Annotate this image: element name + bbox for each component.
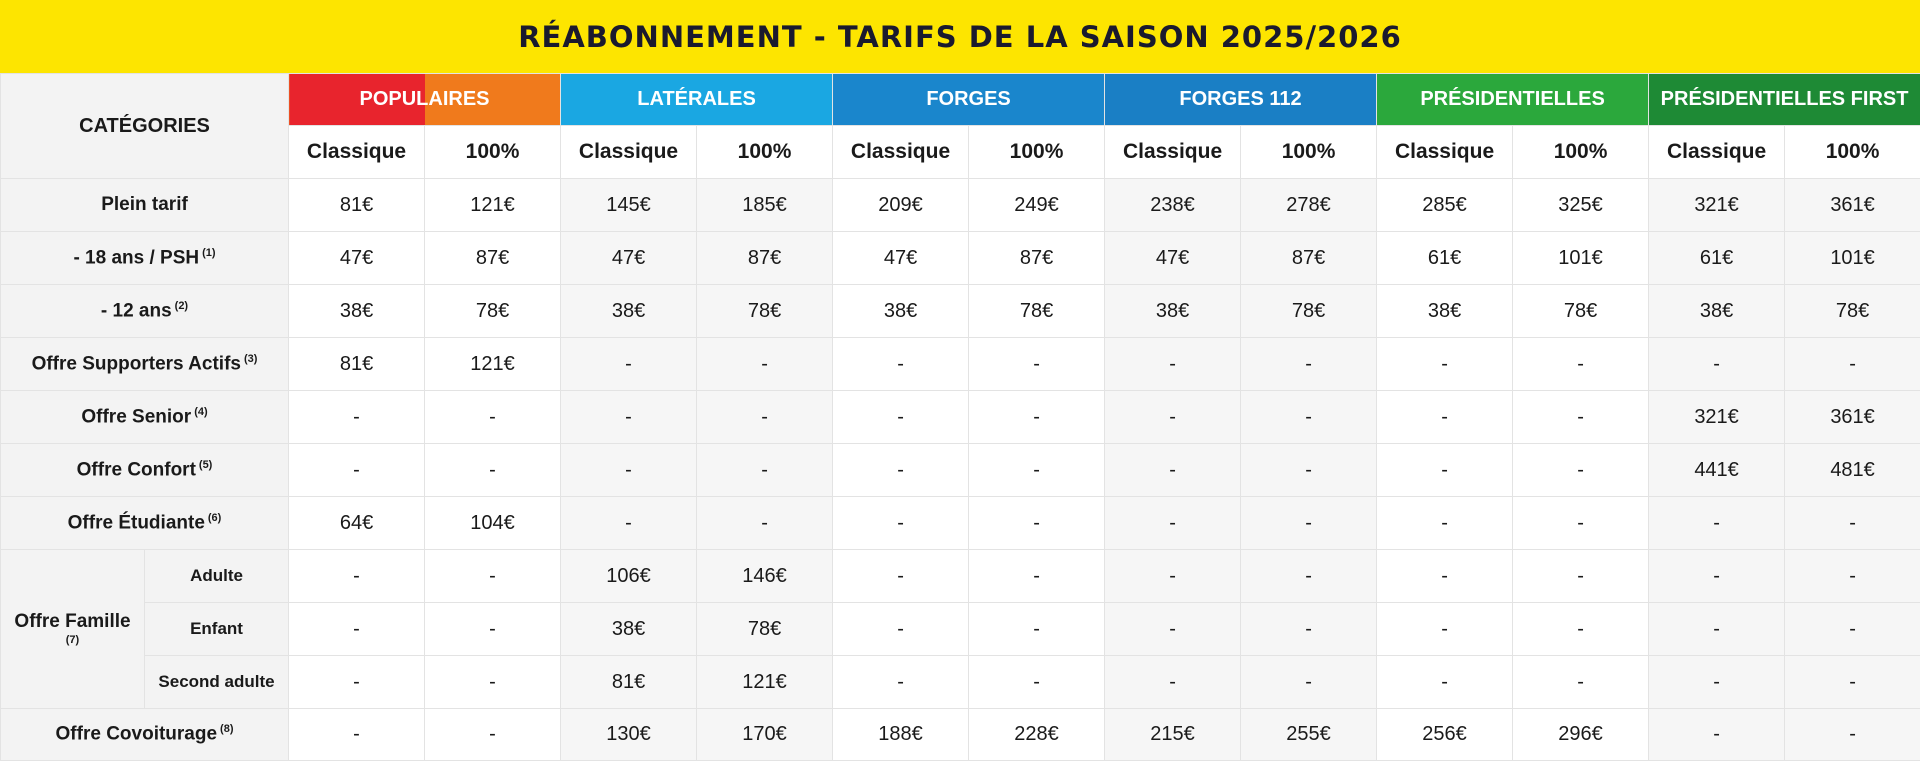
price-cell: - bbox=[561, 497, 697, 550]
table-row bbox=[1, 709, 1920, 761]
price-cell: 255€ bbox=[1241, 709, 1377, 761]
price-cell: 78€ bbox=[697, 285, 833, 338]
zone-name: PRÉSIDENTIELLES FIRST bbox=[1660, 88, 1909, 110]
price-cell: - bbox=[425, 603, 561, 656]
price-cell: 296€ bbox=[1513, 709, 1649, 761]
price-cell: - bbox=[1377, 603, 1513, 656]
price-cell: 87€ bbox=[1241, 232, 1377, 285]
zone-header bbox=[1105, 74, 1377, 126]
price-cell: - bbox=[833, 497, 969, 550]
mode-header: 100% bbox=[1241, 126, 1377, 179]
row-label bbox=[1, 709, 289, 761]
price-cell: 78€ bbox=[697, 603, 833, 656]
price-cell: 78€ bbox=[1785, 285, 1920, 338]
row-label bbox=[1, 232, 289, 285]
mode-header: Classique bbox=[1649, 126, 1785, 179]
price-cell: 146€ bbox=[697, 550, 833, 603]
row-label bbox=[1, 391, 289, 444]
price-cell: 47€ bbox=[289, 232, 425, 285]
price-cell: - bbox=[1105, 497, 1241, 550]
price-cell: - bbox=[1785, 497, 1920, 550]
price-cell: - bbox=[289, 444, 425, 497]
row-label bbox=[1, 444, 289, 497]
zone-header-row bbox=[1, 74, 1920, 126]
row-label-text: - 12 ans bbox=[100, 300, 172, 322]
pricing-table bbox=[0, 73, 1920, 761]
price-cell: 278€ bbox=[1241, 179, 1377, 232]
price-cell: - bbox=[1105, 444, 1241, 497]
table-row bbox=[1, 550, 1920, 603]
price-cell: - bbox=[1377, 391, 1513, 444]
price-cell: - bbox=[833, 656, 969, 709]
price-cell: - bbox=[1513, 656, 1649, 709]
price-cell: - bbox=[425, 656, 561, 709]
price-cell: 87€ bbox=[425, 232, 561, 285]
price-cell: - bbox=[1105, 603, 1241, 656]
price-cell: 238€ bbox=[1105, 179, 1241, 232]
zone-name: FORGES 112 bbox=[1179, 88, 1302, 110]
table-row bbox=[1, 497, 1920, 550]
price-cell: - bbox=[969, 444, 1105, 497]
zone-header bbox=[1377, 74, 1649, 126]
zone-header bbox=[561, 74, 833, 126]
price-cell: - bbox=[833, 391, 969, 444]
pricing-table-body bbox=[1, 179, 1920, 761]
row-label-text: Offre Supporters Actifs bbox=[31, 353, 241, 375]
price-cell: - bbox=[561, 338, 697, 391]
price-cell: 101€ bbox=[1513, 232, 1649, 285]
price-cell: - bbox=[969, 338, 1105, 391]
row-label bbox=[1, 497, 289, 550]
price-cell: - bbox=[425, 709, 561, 761]
mode-header: 100% bbox=[1513, 126, 1649, 179]
mode-header: Classique bbox=[833, 126, 969, 179]
zone-name: POPULAIRES bbox=[359, 88, 490, 110]
price-cell: - bbox=[969, 550, 1105, 603]
price-cell: - bbox=[1241, 338, 1377, 391]
price-cell: 361€ bbox=[1785, 179, 1920, 232]
price-cell: - bbox=[1377, 656, 1513, 709]
table-row bbox=[1, 444, 1920, 497]
row-label-text: Offre Confort bbox=[76, 459, 196, 481]
price-cell: 78€ bbox=[1241, 285, 1377, 338]
price-cell: 38€ bbox=[561, 285, 697, 338]
price-cell: - bbox=[1241, 603, 1377, 656]
price-cell: - bbox=[1649, 603, 1785, 656]
price-cell: 101€ bbox=[1785, 232, 1920, 285]
row-label bbox=[1, 179, 289, 232]
price-cell: - bbox=[1105, 550, 1241, 603]
footnote-ref: (8) bbox=[220, 723, 234, 736]
price-cell: 87€ bbox=[969, 232, 1105, 285]
price-cell: 104€ bbox=[425, 497, 561, 550]
price-cell: - bbox=[1241, 497, 1377, 550]
table-row bbox=[1, 285, 1920, 338]
table-row bbox=[1, 338, 1920, 391]
price-cell: - bbox=[561, 391, 697, 444]
price-cell: - bbox=[697, 497, 833, 550]
zone-header bbox=[289, 74, 561, 126]
zone-header bbox=[833, 74, 1105, 126]
footnote-ref: (1) bbox=[202, 246, 216, 259]
price-cell: - bbox=[1513, 338, 1649, 391]
price-cell: - bbox=[1105, 391, 1241, 444]
price-cell: - bbox=[833, 603, 969, 656]
price-cell: - bbox=[289, 709, 425, 761]
price-cell: 106€ bbox=[561, 550, 697, 603]
price-cell: 321€ bbox=[1649, 391, 1785, 444]
row-label bbox=[1, 338, 289, 391]
row-label-text: Offre Senior bbox=[81, 406, 192, 428]
price-cell: - bbox=[1649, 550, 1785, 603]
price-cell: - bbox=[969, 391, 1105, 444]
price-cell: - bbox=[969, 656, 1105, 709]
footnote-ref: (7) bbox=[65, 633, 80, 646]
price-cell: 249€ bbox=[969, 179, 1105, 232]
price-cell: - bbox=[969, 497, 1105, 550]
row-label-text: Plein tarif bbox=[101, 194, 188, 215]
price-cell: 38€ bbox=[833, 285, 969, 338]
price-cell: - bbox=[1649, 709, 1785, 761]
price-cell: - bbox=[1377, 497, 1513, 550]
price-cell: - bbox=[1513, 497, 1649, 550]
zone-name: PRÉSIDENTIELLES bbox=[1420, 88, 1605, 110]
price-cell: - bbox=[289, 656, 425, 709]
price-cell: - bbox=[289, 391, 425, 444]
price-cell: - bbox=[1241, 656, 1377, 709]
price-cell: 81€ bbox=[289, 179, 425, 232]
zone-name: FORGES bbox=[926, 88, 1011, 110]
price-cell: 256€ bbox=[1377, 709, 1513, 761]
mode-header: Classique bbox=[561, 126, 697, 179]
family-label: Offre Famille bbox=[14, 611, 131, 632]
table-row bbox=[1, 232, 1920, 285]
price-cell: 325€ bbox=[1513, 179, 1649, 232]
price-cell: - bbox=[561, 444, 697, 497]
price-cell: 38€ bbox=[289, 285, 425, 338]
price-cell: 121€ bbox=[697, 656, 833, 709]
price-cell: - bbox=[289, 550, 425, 603]
price-cell: - bbox=[1377, 550, 1513, 603]
price-cell: 121€ bbox=[425, 179, 561, 232]
price-cell: 81€ bbox=[561, 656, 697, 709]
price-cell: 228€ bbox=[969, 709, 1105, 761]
price-cell: - bbox=[425, 444, 561, 497]
price-cell: 81€ bbox=[289, 338, 425, 391]
price-cell: - bbox=[1785, 709, 1920, 761]
footnote-ref: (2) bbox=[174, 299, 189, 312]
price-cell: - bbox=[1785, 656, 1920, 709]
price-cell: 188€ bbox=[833, 709, 969, 761]
footnote-ref: (3) bbox=[243, 352, 258, 365]
mode-header: Classique bbox=[1377, 126, 1513, 179]
row-label bbox=[1, 285, 289, 338]
mode-header: 100% bbox=[697, 126, 833, 179]
price-cell: 38€ bbox=[1649, 285, 1785, 338]
price-cell: 47€ bbox=[561, 232, 697, 285]
mode-header-row bbox=[1, 126, 1920, 179]
categories-header: CATÉGORIES bbox=[1, 74, 289, 179]
price-cell: 209€ bbox=[833, 179, 969, 232]
price-cell: 78€ bbox=[1513, 285, 1649, 338]
price-cell: - bbox=[1377, 444, 1513, 497]
price-cell: - bbox=[1513, 391, 1649, 444]
price-cell: - bbox=[425, 550, 561, 603]
table-row bbox=[1, 603, 1920, 656]
price-cell: 78€ bbox=[425, 285, 561, 338]
family-sublabel: Adulte bbox=[145, 550, 289, 603]
price-cell: 441€ bbox=[1649, 444, 1785, 497]
price-cell: - bbox=[833, 338, 969, 391]
price-cell: 47€ bbox=[833, 232, 969, 285]
mode-header: 100% bbox=[1785, 126, 1920, 179]
price-cell: - bbox=[1241, 444, 1377, 497]
family-sublabel: Second adulte bbox=[145, 656, 289, 709]
price-cell: - bbox=[1513, 444, 1649, 497]
row-label-text: Offre Covoiturage bbox=[55, 723, 218, 745]
price-cell: 87€ bbox=[697, 232, 833, 285]
price-cell: - bbox=[1377, 338, 1513, 391]
price-cell: - bbox=[1241, 391, 1377, 444]
row-label-text: - 18 ans / PSH bbox=[73, 247, 200, 269]
family-group-label bbox=[1, 550, 145, 709]
mode-header: Classique bbox=[1105, 126, 1241, 179]
title-banner bbox=[0, 0, 1920, 73]
table-row bbox=[1, 656, 1920, 709]
price-cell: 121€ bbox=[425, 338, 561, 391]
price-cell: 61€ bbox=[1377, 232, 1513, 285]
price-cell: - bbox=[1649, 497, 1785, 550]
row-label-text: Offre Étudiante bbox=[67, 512, 205, 534]
table-row bbox=[1, 391, 1920, 444]
price-cell: 170€ bbox=[697, 709, 833, 761]
price-cell: - bbox=[425, 391, 561, 444]
price-cell: 185€ bbox=[697, 179, 833, 232]
price-cell: - bbox=[1649, 338, 1785, 391]
price-cell: 38€ bbox=[1377, 285, 1513, 338]
price-cell: 130€ bbox=[561, 709, 697, 761]
price-cell: - bbox=[697, 338, 833, 391]
price-cell: - bbox=[1785, 338, 1920, 391]
price-cell: 321€ bbox=[1649, 179, 1785, 232]
zone-name: LATÉRALES bbox=[637, 88, 756, 110]
price-cell: 61€ bbox=[1649, 232, 1785, 285]
footnote-ref: (4) bbox=[194, 405, 208, 418]
family-sublabel: Enfant bbox=[145, 603, 289, 656]
price-cell: 38€ bbox=[561, 603, 697, 656]
price-cell: 215€ bbox=[1105, 709, 1241, 761]
price-cell: - bbox=[833, 444, 969, 497]
price-cell: 64€ bbox=[289, 497, 425, 550]
price-cell: - bbox=[1241, 550, 1377, 603]
footnote-ref: (5) bbox=[198, 458, 213, 471]
price-cell: - bbox=[697, 444, 833, 497]
table-row bbox=[1, 179, 1920, 232]
price-cell: - bbox=[1785, 550, 1920, 603]
price-cell: - bbox=[969, 603, 1105, 656]
price-cell: - bbox=[833, 550, 969, 603]
price-cell: - bbox=[1785, 603, 1920, 656]
footnote-ref: (6) bbox=[207, 511, 222, 524]
mode-header: Classique bbox=[289, 126, 425, 179]
price-cell: - bbox=[289, 603, 425, 656]
price-cell: - bbox=[697, 391, 833, 444]
price-cell: 38€ bbox=[1105, 285, 1241, 338]
price-cell: - bbox=[1513, 550, 1649, 603]
mode-header: 100% bbox=[969, 126, 1105, 179]
price-cell: - bbox=[1105, 656, 1241, 709]
price-cell: - bbox=[1105, 338, 1241, 391]
zone-header bbox=[1649, 74, 1920, 126]
price-cell: 481€ bbox=[1785, 444, 1920, 497]
price-cell: 47€ bbox=[1105, 232, 1241, 285]
mode-header: 100% bbox=[425, 126, 561, 179]
price-cell: 361€ bbox=[1785, 391, 1920, 444]
price-cell: - bbox=[1649, 656, 1785, 709]
price-cell: - bbox=[1513, 603, 1649, 656]
page-title: RÉABONNEMENT - TARIFS DE LA SAISON 2025/2026 bbox=[518, 19, 1402, 54]
price-cell: 78€ bbox=[969, 285, 1105, 338]
price-cell: 285€ bbox=[1377, 179, 1513, 232]
price-cell: 145€ bbox=[561, 179, 697, 232]
